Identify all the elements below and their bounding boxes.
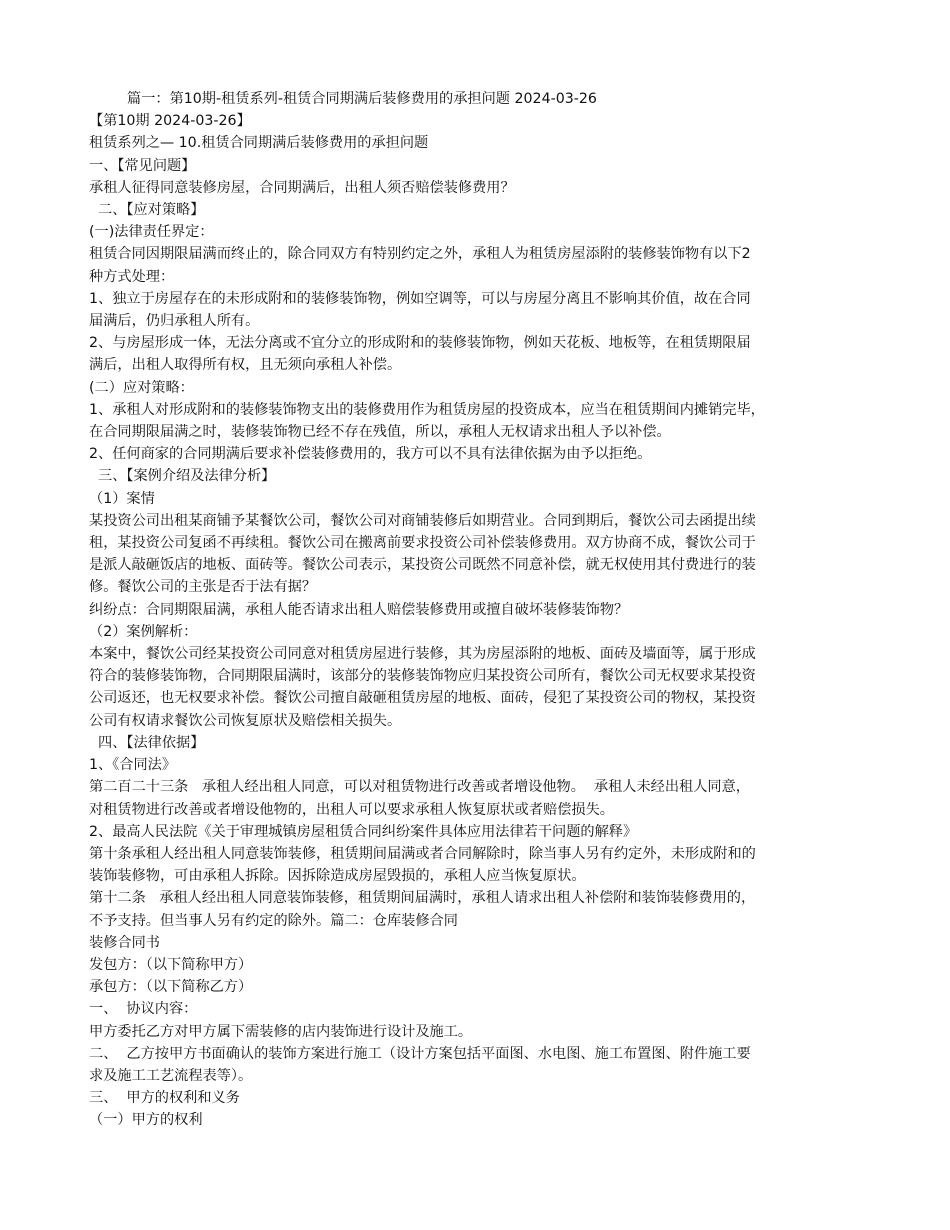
text-line: （一）甲方的权利	[89, 1112, 203, 1129]
text-line: 1、《合同法》	[89, 757, 177, 774]
text-line: 是派人敲砸饭店的地板、面砖等。餐饮公司表示，某投资公司既然不同意补偿，就无权使用其付费进行的装	[89, 557, 756, 574]
text-line: 种方式处理：	[89, 268, 175, 285]
text-line: 三、【案例介绍及法律分析】	[89, 468, 276, 485]
text-line: 承包方：（以下简称乙方）	[89, 979, 253, 996]
text-line: 届满后，仍归承租人所有。	[89, 313, 260, 330]
text-line: 求及施工工艺流程表等）。	[89, 1067, 253, 1084]
text-line: 【第10期 2024-03-26】	[89, 113, 251, 130]
text-line: 一、 协议内容：	[89, 1001, 198, 1018]
text-line: 第十条承租人经出租人同意装饰装修，租赁期间届满或者合同解除时，除当事人另有约定外，未形成附和的	[89, 845, 756, 862]
text-line: 租赁系列之— 10.租赁合同期满后装修费用的承担问题	[89, 135, 429, 152]
text-line: 二、【应对策略】	[89, 202, 205, 219]
text-line: 装饰装修物，可由承租人拆除。因拆除造成房屋毁损的，承租人应当恢复原状。	[89, 868, 586, 885]
text-line: 修。餐饮公司的主张是否于法有据？	[89, 579, 317, 596]
text-line: 1、承租人对形成附和的装修装饰物支出的装修费用作为租赁房屋的投资成本，应当在租赁期间内摊销完毕，	[89, 401, 765, 418]
text-line: 四、【法律依据】	[89, 734, 205, 751]
text-line: 一、【常见问题】	[89, 157, 196, 174]
text-line: 2、任何商家的合同期满后要求补偿装修费用的，我方可以不具有法律依据为由予以拒绝。	[89, 446, 652, 463]
text-line: 租赁合同因期限届满而终止的，除合同双方有特别约定之外，承租人为租赁房屋添附的装修装饰物有以下2	[89, 246, 751, 263]
text-line: 发包方：（以下简称甲方）	[89, 956, 253, 973]
text-line: 承租人征得同意装修房屋，合同期满后，出租人须否赔偿装修费用？	[89, 179, 515, 196]
text-line: (二）应对策略：	[89, 379, 194, 396]
text-line: 公司有权请求餐饮公司恢复原状及赔偿相关损失。	[89, 712, 402, 729]
text-line: 第二百二十三条 承租人经出租人同意，可以对租赁物进行改善或者增设他物。 承租人未经出租人同意，	[89, 779, 750, 796]
text-line: 2、与房屋形成一体，无法分离或不宜分立的形成附和的装修装饰物，例如天花板、地板等，在租赁期限届	[89, 335, 751, 352]
text-line: 纠纷点：合同期限届满，承租人能否请求出租人赔偿装修费用或擅自破坏装修装饰物？	[89, 601, 629, 618]
text-line: 本案中，餐饮公司经某投资公司同意对租赁房屋进行装修，其为房屋添附的地板、面砖及墙面等，属于形成	[89, 646, 756, 663]
text-line: 甲方委托乙方对甲方属下需装修的店内装饰进行设计及施工。	[89, 1023, 473, 1040]
text-line: 公司返还，也无权要求补偿。餐饮公司擅自敲砸租赁房屋的地板、面砖，侵犯了某投资公司的物权，某投资	[89, 690, 756, 707]
text-line: 在合同期限届满之时，装修装饰物已经不存在残值，所以，承租人无权请求出租人予以补偿。	[89, 424, 671, 441]
text-line: 符合的装修装饰物，合同期限届满时，该部分的装修装饰物应归某投资公司所有，餐饮公司无权要求某投资	[89, 668, 756, 685]
text-line: 三、 甲方的权利和义务	[89, 1090, 240, 1107]
text-line: 某投资公司出租某商铺予某餐饮公司，餐饮公司对商铺装修后如期营业。合同到期后，餐饮公司去函提出续	[89, 512, 756, 529]
text-line: 第十二条 承租人经出租人同意装饰装修，租赁期间届满时，承租人请求出租人补偿附和装饰装修费用的，	[89, 890, 756, 907]
text-line: 不予支持。但当事人另有约定的除外。篇二：仓库装修合同	[89, 912, 458, 929]
text-line: （2）案例解析：	[89, 623, 198, 640]
text-line: （1）案情	[89, 490, 155, 507]
text-line: 满后，出租人取得所有权，且无须向承租人补偿。	[89, 357, 402, 374]
document-body	[89, 110, 864, 1131]
text-line: 对租赁物进行改善或者增设他物的，出租人可以要求承租人恢复原状或者赔偿损失。	[89, 801, 614, 818]
text-line: (一)法律责任界定：	[89, 224, 214, 241]
text-line: 装修合同书	[89, 934, 160, 951]
text-line: 二、 乙方按甲方书面确认的装饰方案进行施工（设计方案包括平面图、水电图、施工布置图、附件施工要	[89, 1045, 751, 1062]
text-line: 租，某投资公司复函不再续租。餐饮公司在搬离前要求投资公司补偿装修费用。双方协商不成，餐饮公司于	[89, 535, 756, 552]
text-line: 1、独立于房屋存在的未形成附和的装修装饰物，例如空调等，可以与房屋分离且不影响其价值，故在合同	[89, 290, 751, 307]
text-line: 2、最高人民法院《关于审理城镇房屋租赁合同纠纷案件具体应用法律若干问题的解释》	[89, 823, 638, 840]
document-title: 篇一：第10期-租赁系列-租赁合同期满后装修费用的承担问题 2024-03-26	[127, 91, 597, 107]
